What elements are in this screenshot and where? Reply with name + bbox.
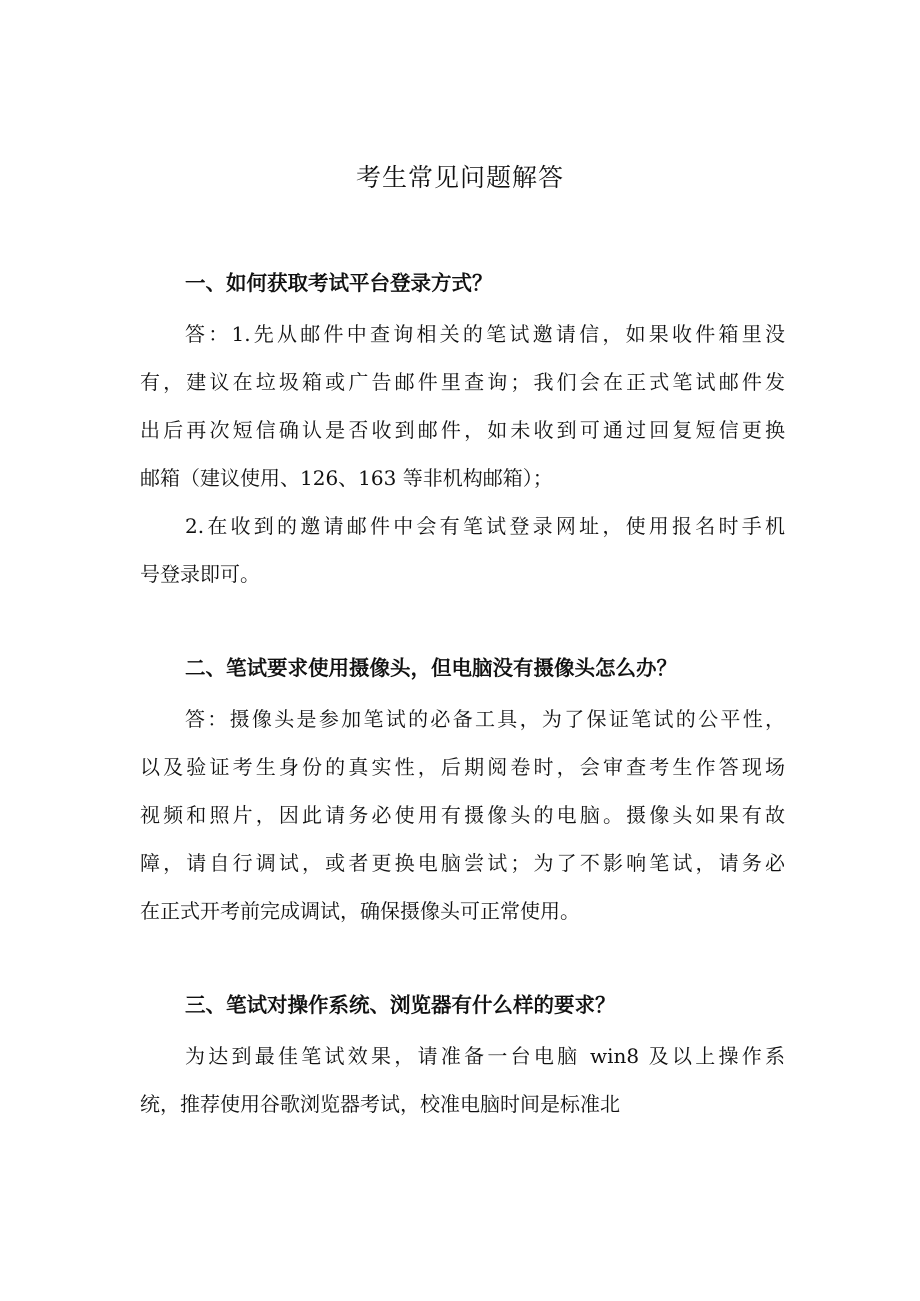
text-line: 以及验证考生身份的真实性，后期阅卷时，会审查考生作答现场: [140, 755, 785, 779]
text-line: 视频和照片，因此请务必使用有摄像头的电脑。摄像头如果有故: [140, 803, 785, 827]
text-line: 有，建议在垃圾箱或广告邮件里查询；我们会在正式笔试邮件发: [140, 370, 785, 394]
section-1-answer-paragraph-2: [140, 502, 785, 598]
text-line: 答：1.先从邮件中查询相关的笔试邀请信，如果收件箱里没: [185, 322, 785, 346]
text-line: 答：摄像头是参加笔试的必备工具，为了保证笔试的公平性，: [185, 707, 785, 731]
page-title: 考生常见问题解答: [355, 163, 564, 192]
text-line: 号登录即可。: [140, 562, 260, 586]
section-heading-1: 一、如何获取考试平台登录方式？: [185, 271, 493, 295]
text-line: 为达到最佳笔试效果，请准备一台电脑 win8 及以上操作系: [185, 1044, 785, 1068]
section-heading-2: 二、笔试要求使用摄像头，但电脑没有摄像头怎么办？: [185, 656, 677, 680]
text-line: 出后再次短信确认是否收到邮件，如未收到可通过回复短信更换: [140, 418, 785, 442]
text-line: 邮箱（建议使用、126、163 等非机构邮箱）；: [140, 466, 553, 490]
text-line: 障，请自行调试，或者更换电脑尝试；为了不影响笔试，请务必: [140, 851, 785, 875]
section-1-answer-paragraph-1: [140, 310, 785, 502]
text-line: 2.在收到的邀请邮件中会有笔试登录网址，使用报名时手机: [185, 514, 785, 538]
section-heading-3: 三、笔试对操作系统、浏览器有什么样的要求？: [185, 993, 616, 1017]
text-line: 在正式开考前完成调试，确保摄像头可正常使用。: [140, 899, 580, 923]
section-3-answer-paragraph: [140, 1032, 785, 1128]
text-line: 统，推荐使用谷歌浏览器考试，校准电脑时间是标准北: [140, 1092, 620, 1116]
section-2-answer-paragraph: [140, 695, 785, 935]
